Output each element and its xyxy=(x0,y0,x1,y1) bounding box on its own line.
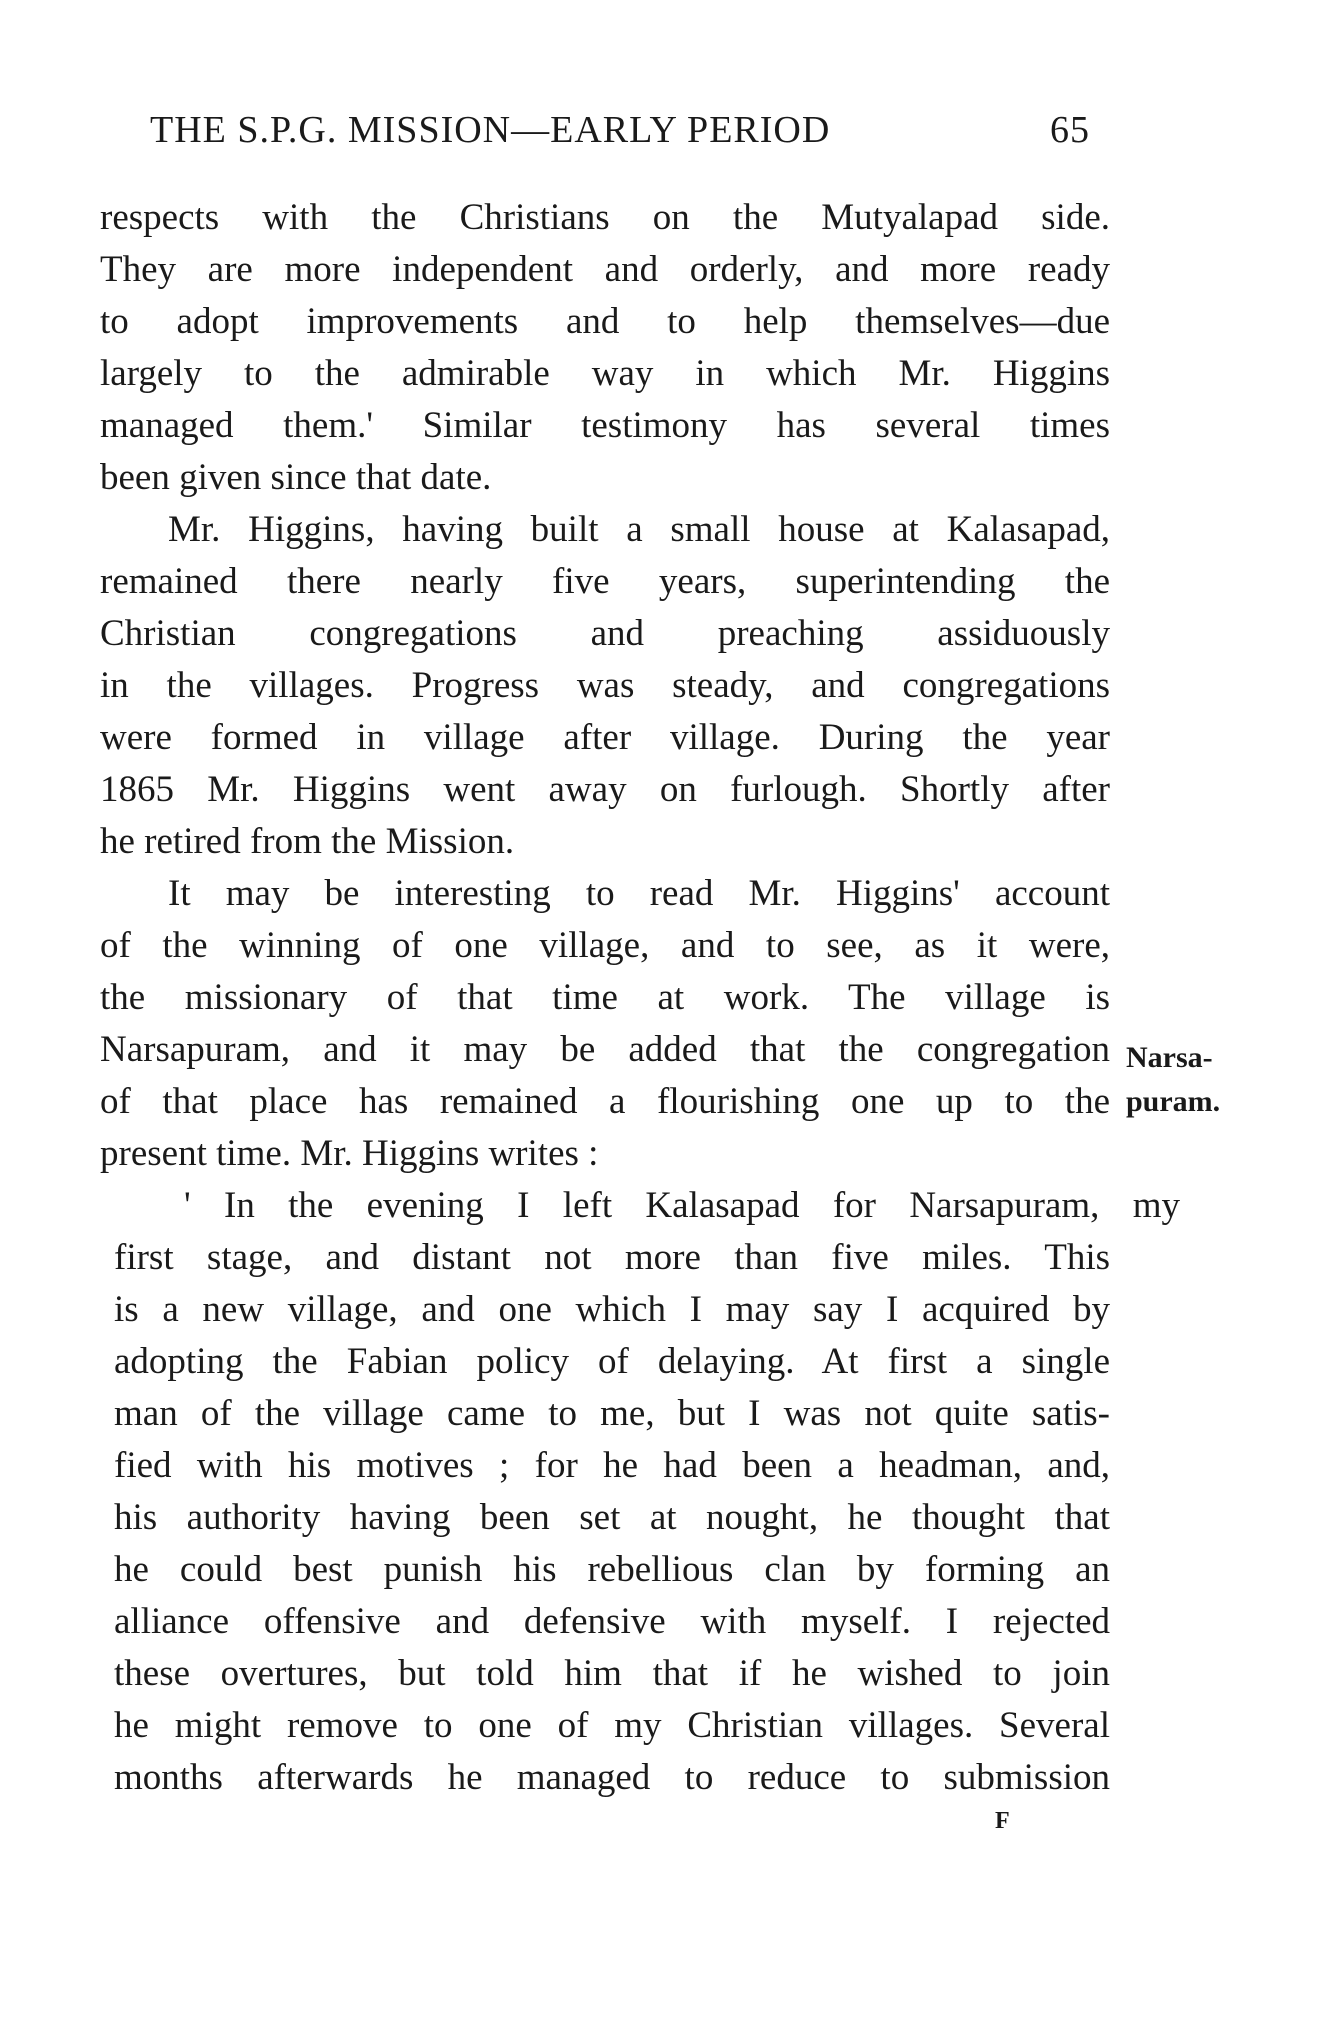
paragraph-2 xyxy=(100,504,1110,868)
text-line: been given since that date. xyxy=(100,457,492,498)
text-line: in the villages. Progress was steady, and congregations xyxy=(100,665,1110,706)
text-line: Mr. Higgins, having built a small house at Kalasapad, xyxy=(168,509,1110,550)
running-title: THE S.P.G. MISSION—EARLY PERIOD xyxy=(150,109,831,151)
text-line: the missionary of that time at work. The village is xyxy=(100,977,1110,1018)
text-line: remained there nearly five years, superintending the xyxy=(100,561,1110,602)
running-head xyxy=(150,108,1110,164)
marginal-note-line: Narsa- xyxy=(1126,1041,1213,1074)
paragraph-3 xyxy=(100,868,1110,1180)
text-line: he retired from the Mission. xyxy=(100,821,515,862)
page-number: 65 xyxy=(1050,109,1090,151)
text-line: to adopt improvements and to help themselves—due xyxy=(100,301,1110,342)
text-line: fied with his motives ; for he had been a headman, and, xyxy=(114,1445,1110,1486)
marginal-note xyxy=(1126,1036,1220,1124)
text-line: Christian congregations and preaching assiduously xyxy=(100,613,1110,654)
text-line: his authority having been set at nought, he thought that xyxy=(114,1497,1110,1538)
text-line: 1865 Mr. Higgins went away on furlough. Shortly after xyxy=(100,769,1110,810)
text-line: were formed in village after village. During the year xyxy=(100,717,1110,758)
text-line: is a new village, and one which I may say I acquired by xyxy=(114,1289,1110,1330)
quotation-block xyxy=(114,1180,1180,1804)
text-line: managed them.' Similar testimony has several times xyxy=(100,405,1110,446)
text-line: alliance offensive and defensive with myself. I rejected xyxy=(114,1601,1110,1642)
text-line: adopting the Fabian policy of delaying. At first a single xyxy=(114,1341,1110,1382)
text-line: Narsapuram, and it may be added that the congregation xyxy=(100,1029,1110,1070)
body-text xyxy=(100,192,1180,1804)
text-line: largely to the admirable way in which Mr. Higgins xyxy=(100,353,1110,394)
text-line: man of the village came to me, but I was not quite satis- xyxy=(114,1393,1110,1434)
marginal-note-line: puram. xyxy=(1126,1085,1221,1118)
text-line: It may be interesting to read Mr. Higgins' account xyxy=(168,873,1110,914)
paragraph-1 xyxy=(100,192,1110,504)
text-line: present time. Mr. Higgins writes : xyxy=(100,1133,599,1174)
text-line: ' In the evening I left Kalasapad for Narsapuram, my xyxy=(184,1185,1180,1226)
text-line: he could best punish his rebellious clan by forming an xyxy=(114,1549,1110,1590)
text-line: respects with the Christians on the Mutyalapad side. xyxy=(100,197,1110,238)
text-line: he might remove to one of my Christian villages. Several xyxy=(114,1705,1110,1746)
text-line: months afterwards he managed to reduce to submission xyxy=(114,1757,1110,1798)
text-line: of that place has remained a flourishing one up to the xyxy=(100,1081,1110,1122)
text-line: first stage, and distant not more than five miles. This xyxy=(114,1237,1110,1278)
text-line: They are more independent and orderly, and more ready xyxy=(100,249,1110,290)
text-line: these overtures, but told him that if he wished to join xyxy=(114,1653,1110,1694)
text-line: of the winning of one village, and to see, as it were, xyxy=(100,925,1110,966)
signature-mark: F xyxy=(995,1808,1010,1834)
